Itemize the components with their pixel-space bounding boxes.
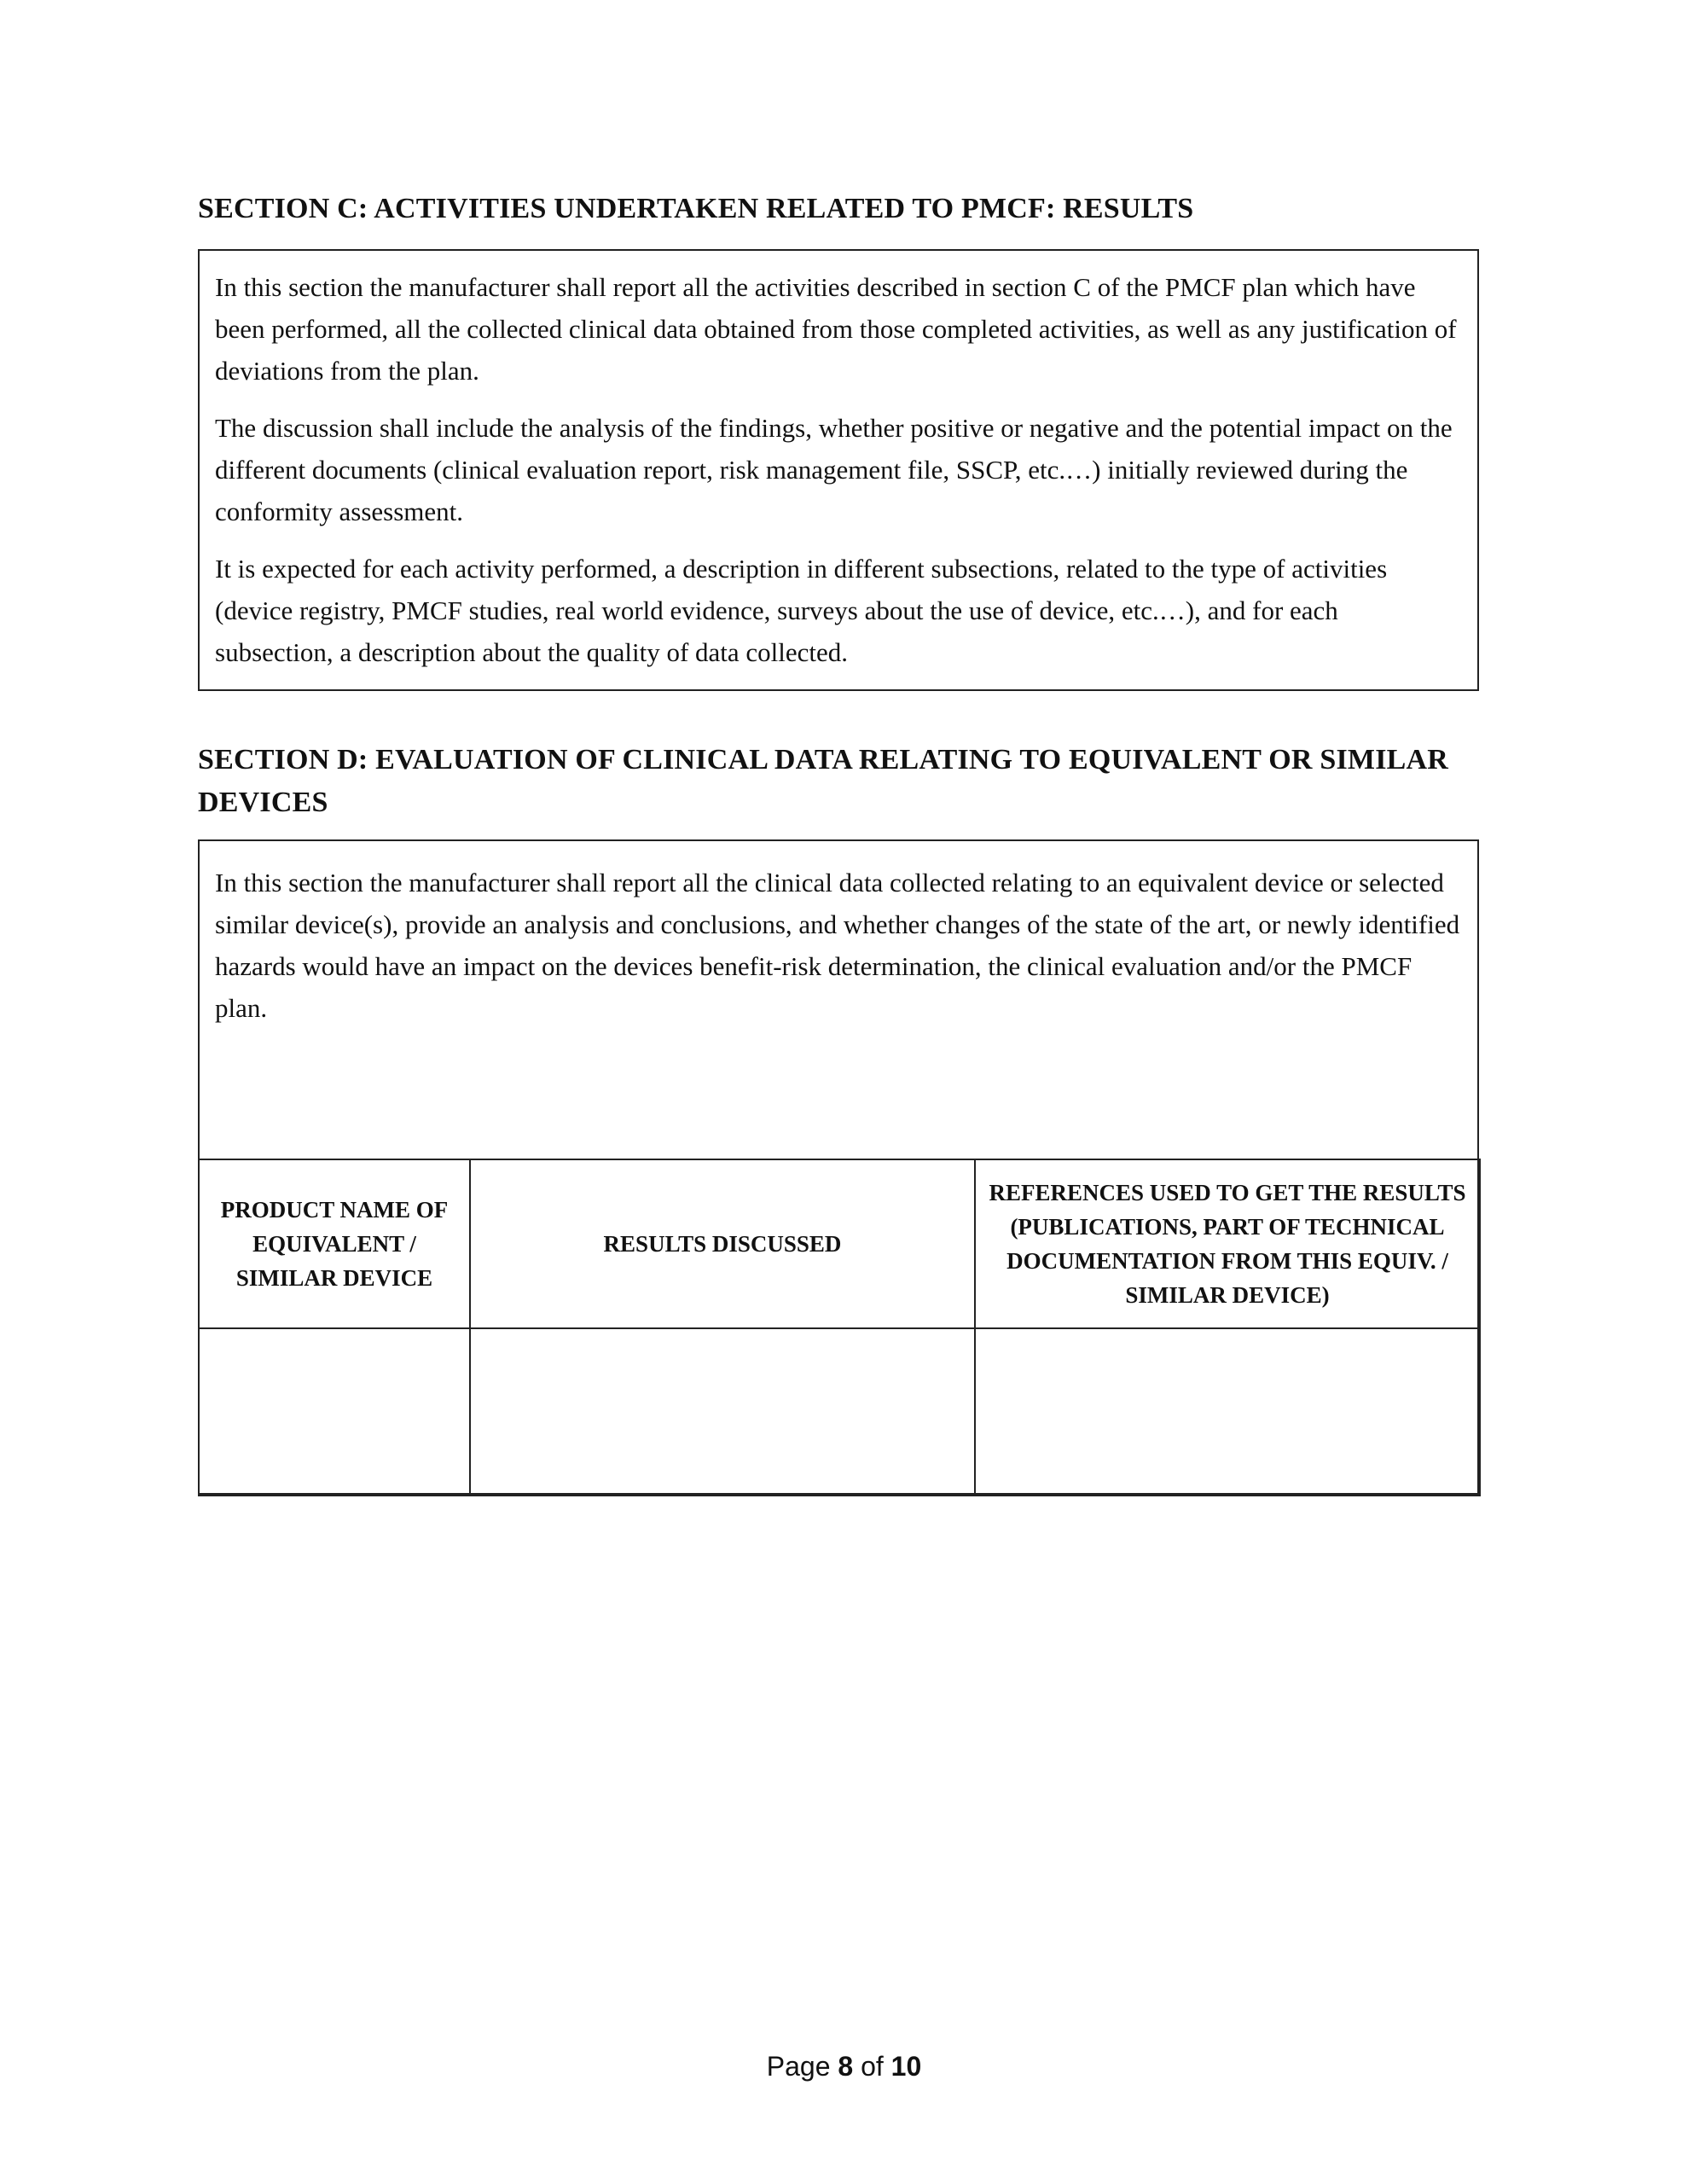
section-c-paragraph-2: The discussion shall include the analysis of the findings, whether positive or negative and the potential impact on the different documents (clinical evaluation report, risk management file, SSCP, etc.…) initially reviewed during the conformity assessment.	[215, 413, 1453, 526]
table-header-row	[199, 1159, 1480, 1328]
section-c-heading: SECTION C: ACTIVITIES UNDERTAKEN RELATED TO PMCF: RESULTS	[198, 193, 1194, 224]
page-total: 10	[890, 2051, 922, 2082]
section-d-instructions-box	[198, 839, 1479, 1495]
page-current: 8	[838, 2051, 854, 2082]
header-references: REFERENCES USED TO GET THE RESULTS (PUBLICATIONS, PART OF TECHNICAL DOCUMENTATION FROM THIS EQUIV. / SIMILAR DEVICE)	[975, 1159, 1480, 1328]
header-results-discussed: RESULTS DISCUSSED	[470, 1159, 975, 1328]
page-label: Page	[766, 2051, 831, 2082]
table-row	[199, 1328, 1480, 1496]
cell-results-discussed[interactable]	[470, 1328, 975, 1496]
section-c-instructions-box	[198, 249, 1479, 691]
cell-references[interactable]	[975, 1328, 1480, 1496]
header-product-name: PRODUCT NAME OF EQUIVALENT / SIMILAR DEVICE	[199, 1159, 470, 1328]
section-c-paragraph-3: It is expected for each activity performed, a description in different subsections, related to the type of activities (device registry, PMCF studies, real world evidence, surveys about the use of device, etc.…), and for each subsection, a description about the quality of data collected.	[215, 554, 1388, 667]
cell-product-name[interactable]	[199, 1328, 470, 1496]
page-of-label: of	[861, 2051, 884, 2082]
section-c-paragraph-1: In this section the manufacturer shall report all the activities described in section C of the PMCF plan which have been performed, all the collected clinical data obtained from those completed activities, as well as any justification of deviations from the plan.	[215, 272, 1457, 386]
section-d-paragraph: In this section the manufacturer shall report all the clinical data collected relating to an equivalent device or selected similar device(s), provide an analysis and conclusions, and whether changes of the state of the art, or newly identified hazards would have an impact on the devices benefit-risk determination, the clinical evaluation and/or the PMCF plan.	[215, 868, 1460, 1023]
section-d-heading: SECTION D: EVALUATION OF CLINICAL DATA RELATING TO EQUIVALENT OR SIMILAR DEVICES	[198, 744, 1449, 818]
equivalent-device-table	[198, 1159, 1481, 1496]
page-footer	[0, 2048, 1688, 2085]
